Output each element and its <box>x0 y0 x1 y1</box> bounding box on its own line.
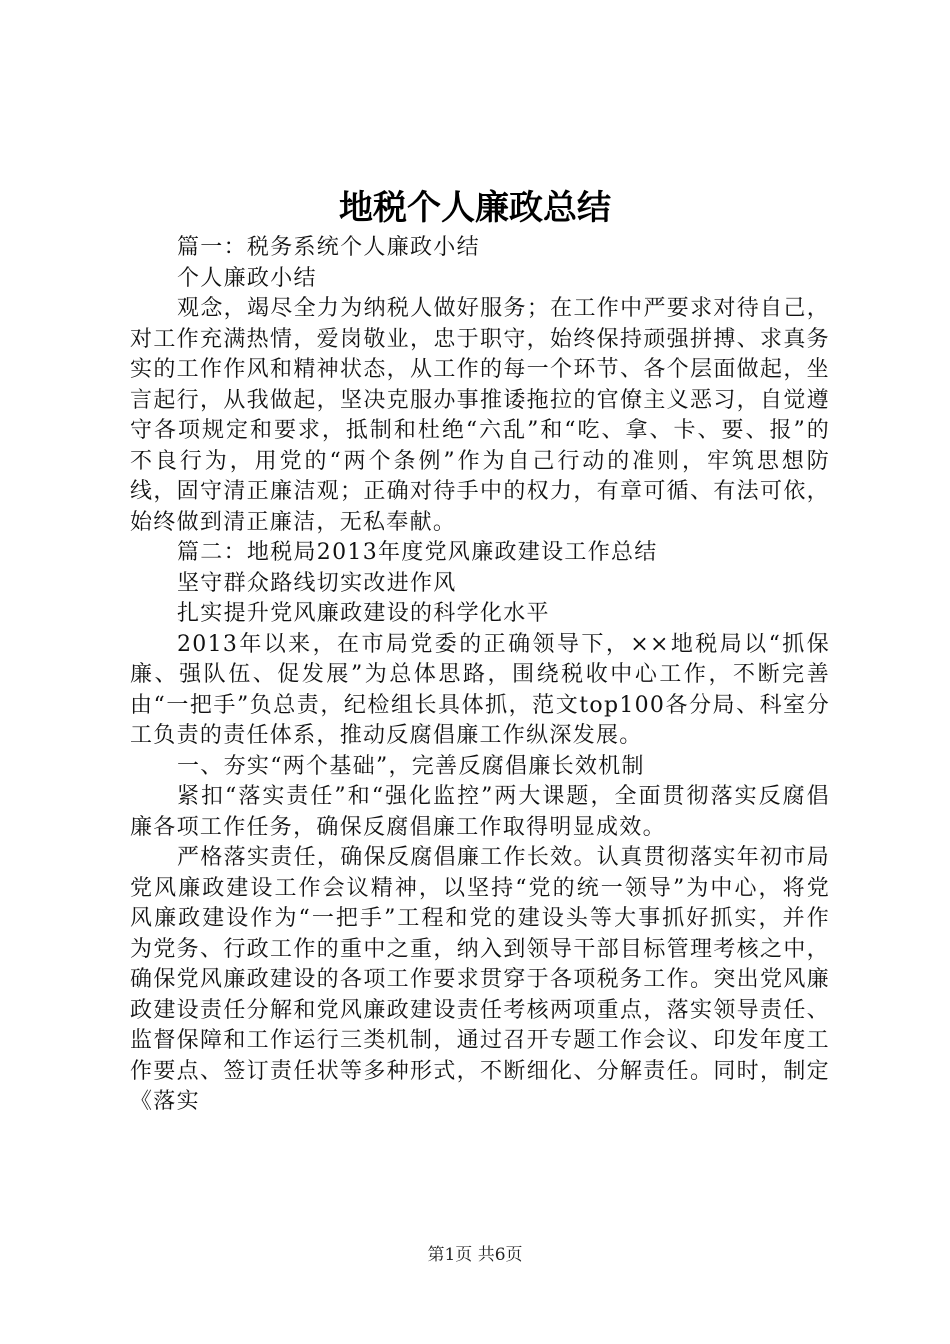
document-title: 地税个人廉政总结 <box>339 188 611 228</box>
paragraph-2: 2013年以来，在市局党委的正确领导下，××地税局以“抓保廉、强队伍、促发展”为总体思路，围绕税收中心工作，不断完善由“一把手”负总责，纪检组长具体抓，范文top100各分局、科室分工负责的责任体系，推动反腐倡廉工作纵深发展。 <box>130 631 830 748</box>
section-heading-3: 一、夯实“两个基础”，完善反腐倡廉长效机制 <box>177 753 645 779</box>
document-body <box>130 233 830 1118</box>
page-number: 第1页 <box>427 1245 473 1265</box>
paragraph-1: 观念，竭尽全力为纳税人做好服务；在工作中严要求对待自己，对工作充满热情，爱岗敬业，忠于职守，始终保持顽强拼搏、求真务实的工作作风和精神状态，从工作的每一个环节、各个层面做起，坐言起行，从我做起，坚决克服办事推诿拖拉的官僚主义恶习，自觉遵守各项规定和要求，抵制和杜绝“六乱”和“吃、拿、卡、要、报”的不良行为，用党的“两个条例”作为自己行动的准则，牢筑思想防线，固守清正廉洁观；正确对待手中的权力，有章可循、有法可依，始终做到清正廉洁，无私奉献。 <box>130 296 830 535</box>
paragraph-3: 紧扣“落实责任”和“强化监控”两大课题，全面贯彻落实反腐倡廉各项工作任务，确保反腐倡廉工作取得明显成效。 <box>130 784 830 840</box>
paragraph-4: 严格落实责任，确保反腐倡廉工作长效。认真贯彻落实年初市局党风廉政建设工作会议精神，以坚持“党的统一领导”为中心，将党风廉政建设作为“一把手”工程和党的建设头等大事抓好抓实，并作为党务、行政工作的重中之重，纳入到领导干部目标管理考核之中，确保党风廉政建设的各项工作要求贯穿于各项税务工作。突出党风廉政建设责任分解和党风廉政建设责任考核两项重点，落实领导责任、监督保障和工作运行三类机制，通过召开专题工作会议、印发年度工作要点、签订责任状等多种形式，不断细化、分解责任。同时，制定《落实 <box>130 845 830 1114</box>
subheading-2: 坚守群众路线切实改进作风 <box>177 570 457 596</box>
subheading-3: 扎实提升党风廉政建设的科学化水平 <box>177 601 550 626</box>
page-footer <box>0 1240 950 1265</box>
page-total: 共6页 <box>477 1245 523 1265</box>
section-heading-1: 篇一：税务系统个人廉政小结 <box>177 235 480 260</box>
section-heading-2: 篇二：地税局2013年度党风廉政建设工作总结 <box>177 540 658 565</box>
subheading-1: 个人廉政小结 <box>177 265 317 291</box>
